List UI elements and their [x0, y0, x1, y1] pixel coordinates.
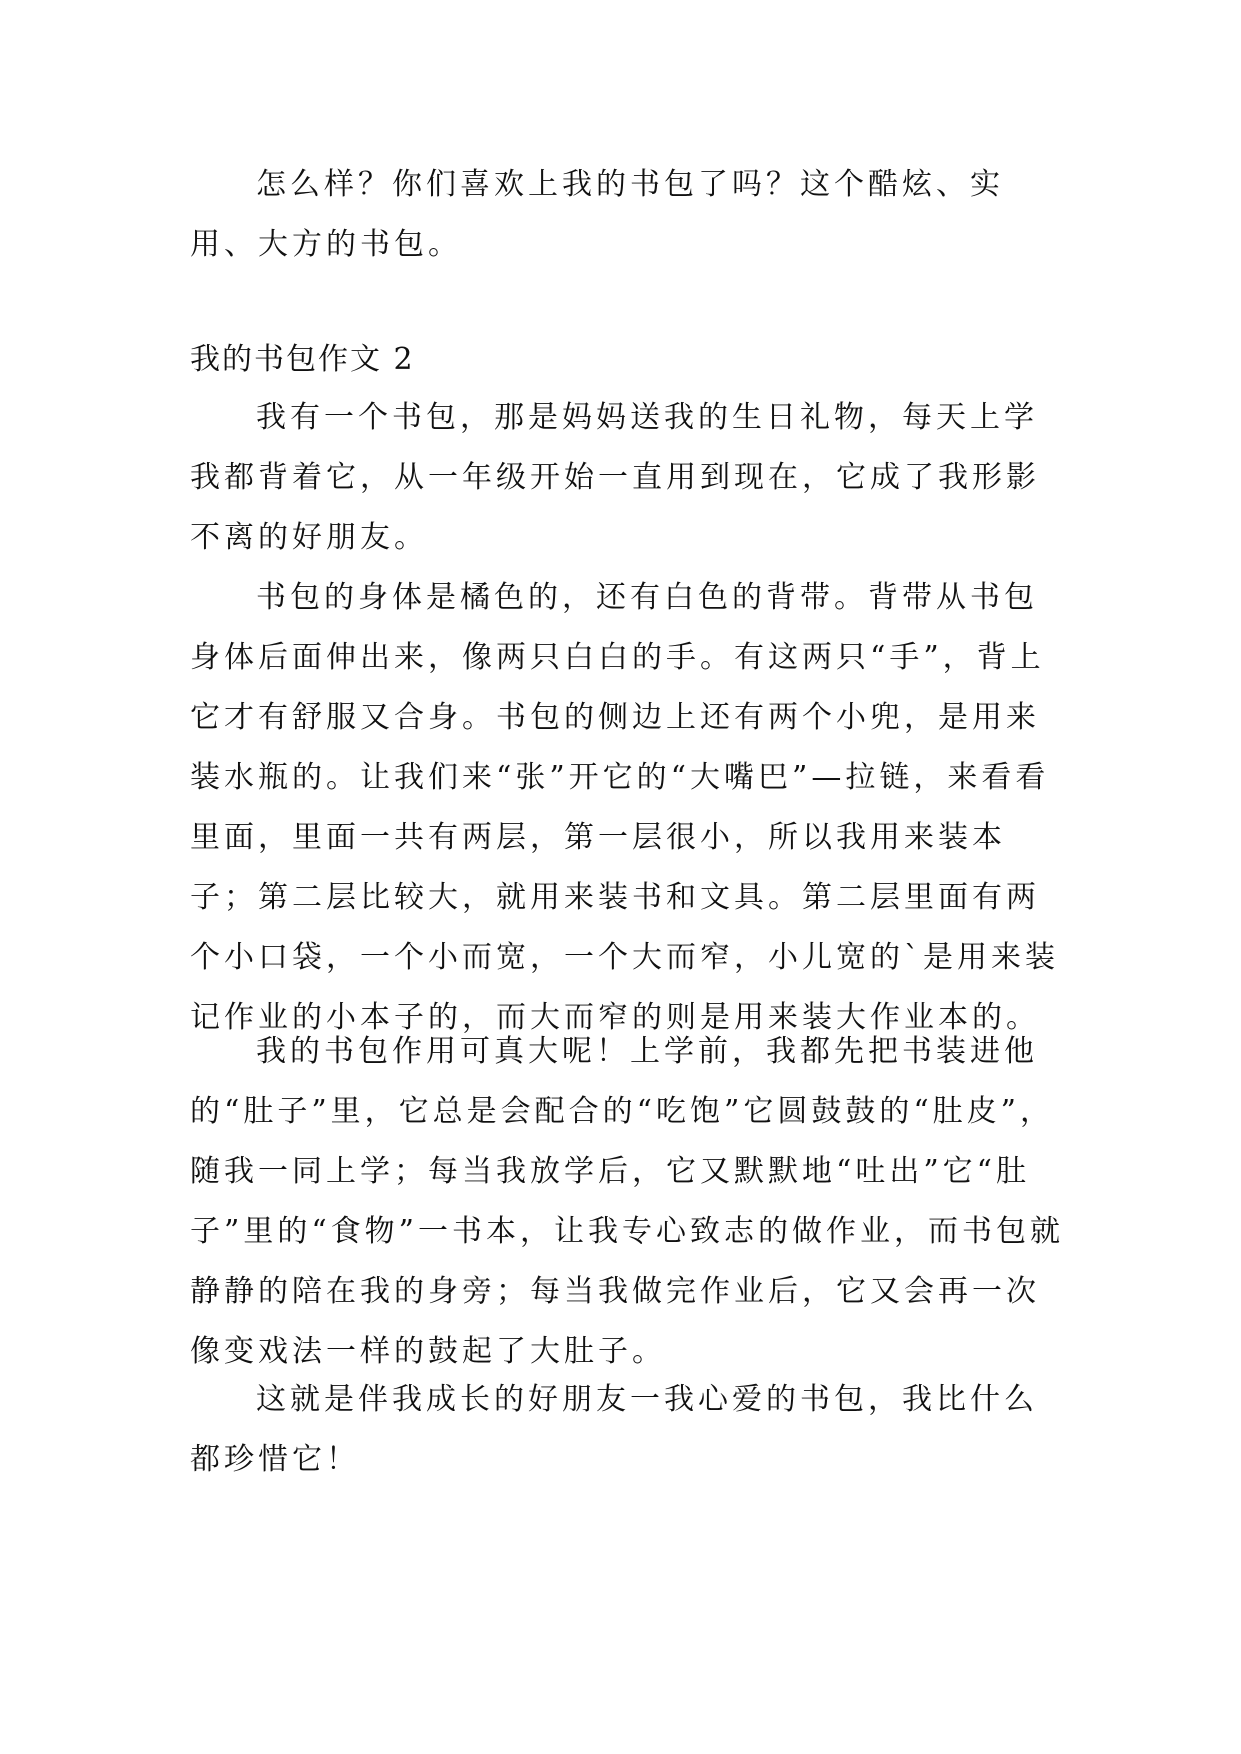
essay-paragraph-1: 我有一个书包，那是妈妈送我的生日礼物，每天上学我都背着它，从一年级开始一直用到现在，它成了我形影不离的好朋友。	[190, 400, 1040, 555]
essay-paragraph-3: 我的书包作用可真大呢！上学前，我都先把书装进他的“肚子”里，它总是会配合的“吃饱”它圆鼓鼓的“肚皮”，随我一同上学；每当我放学后，它又默默地“吐出”它“肚子”里的“食物”一书本，让我专心致志的做作业，而书包就静静的陪在我的身旁；每当我做完作业后，它又会再一次像变戏法一样的鼓起了大肚子。	[190, 1034, 1065, 1369]
essay-paragraph-4: 这就是伴我成长的好朋友一我心爱的书包，我比什么都珍惜它！	[190, 1382, 1038, 1477]
intro-paragraph: 怎么样？你们喜欢上我的书包了吗？这个酷炫、实用、大方的书包。	[190, 167, 1004, 262]
essay-heading: 我的书包作文 2	[190, 342, 415, 377]
essay-paragraph-2: 书包的身体是橘色的，还有白色的背带。背带从书包身体后面伸出来，像两只白白的手。有这两只“手”，背上它才有舒服又合身。书包的侧边上还有两个小兜，是用来装水瓶的。让我们来“张”开它的“大嘴巴”—拉链，来看看里面，里面一共有两层，第一层很小，所以我用来装本子；第二层比较大，就用来装书和文具。第二层里面有两个小口袋，一个小而宽，一个大而窄，小儿宽的`是用来装记作业的小本子的，而大而窄的则是用来装大作业本的。	[190, 580, 1059, 1035]
